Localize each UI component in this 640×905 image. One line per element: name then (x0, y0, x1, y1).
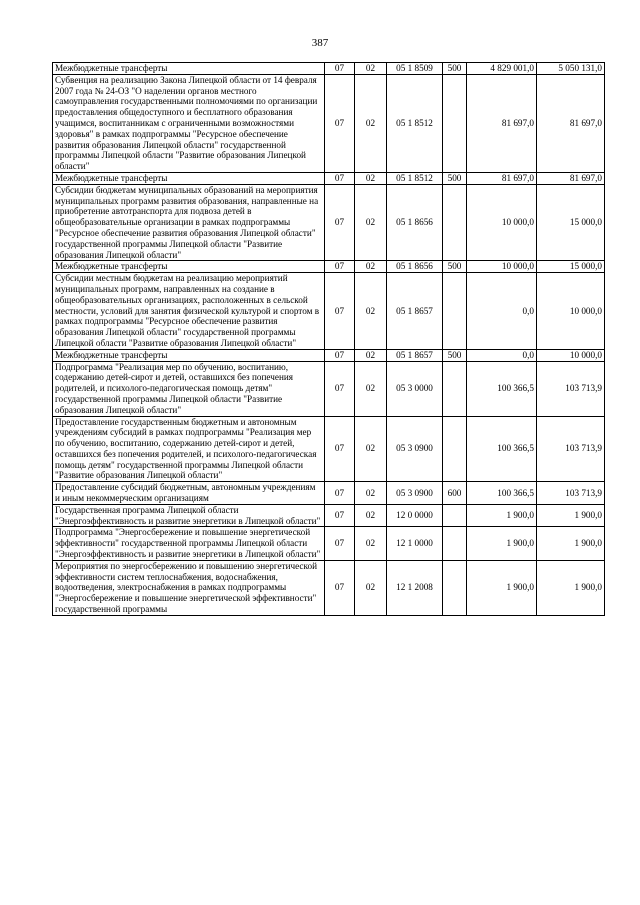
amount-second-year-cell: 81 697,0 (537, 74, 605, 172)
table-row (53, 63, 605, 75)
target-article-cell: 12 0 0000 (387, 504, 443, 527)
page-number: 387 (311, 37, 329, 49)
expense-type-cell: 500 (443, 261, 467, 273)
section-cell: 07 (325, 482, 355, 505)
amount-second-year-cell: 10 000,0 (537, 349, 605, 361)
name-cell: Субвенция на реализацию Закона Липецкой области от 14 февраля 2007 года № 24-ОЗ "О наделении органов местного самоуправления государственными полномочиями по организации предоставления общедоступного и бесплатного образования учащимся, воспитанникам с ограниченными возможностями здоровья" в рамках подпрограммы "Ресурсное обеспечение развития образования Липецкой области" государственной программы Липецкой области "Развитие образования Липецкой области" (53, 74, 325, 172)
amount-first-year-cell: 81 697,0 (467, 172, 537, 184)
table-row (53, 273, 605, 350)
table-body (53, 63, 605, 616)
subsection-cell: 02 (355, 261, 387, 273)
expense-type-cell (443, 504, 467, 527)
expense-type-cell (443, 74, 467, 172)
name-cell: Подпрограмма "Реализация мер по обучению, воспитанию, содержанию детей-сирот и детей, оставшихся без попечения родителей, и психолого-педагогическая помощь детям" государственной программы Липецкой области "Развитие образования Липецкой области" (53, 361, 325, 416)
table-row (53, 482, 605, 505)
subsection-cell: 02 (355, 482, 387, 505)
section-cell: 07 (325, 74, 355, 172)
name-cell: Государственная программа Липецкой области "Энергоэффективность и развитие энергетики в Липецкой области" (53, 504, 325, 527)
section-cell: 07 (325, 172, 355, 184)
target-article-cell: 05 1 8656 (387, 184, 443, 261)
table-row (53, 527, 605, 560)
target-article-cell: 12 1 0000 (387, 527, 443, 560)
section-cell: 07 (325, 261, 355, 273)
name-cell: Субсидии местным бюджетам на реализацию мероприятий муниципальных программ, направленных на создание в общеобразовательных организациях, расположенных в сельской местности, условий для занятия физической культурой и спортом в рамках подпрограммы "Ресурсное обеспечение развития образования Липецкой области" государственной программы Липецкой области "Развитие образования Липецкой области" (53, 273, 325, 350)
amount-second-year-cell: 1 900,0 (537, 560, 605, 615)
amount-first-year-cell: 10 000,0 (467, 261, 537, 273)
table-row (53, 74, 605, 172)
amount-first-year-cell: 1 900,0 (467, 527, 537, 560)
table-row (53, 349, 605, 361)
name-cell: Межбюджетные трансферты (53, 63, 325, 75)
amount-first-year-cell: 1 900,0 (467, 560, 537, 615)
amount-first-year-cell: 100 366,5 (467, 482, 537, 505)
expense-type-cell (443, 361, 467, 416)
name-cell: Предоставление субсидий бюджетным, автономным учреждениям и иным некоммерческим организациям (53, 482, 325, 505)
table-row (53, 416, 605, 482)
table-row (53, 261, 605, 273)
amount-first-year-cell: 4 829 001,0 (467, 63, 537, 75)
table-row (53, 172, 605, 184)
amount-second-year-cell: 5 050 131,0 (537, 63, 605, 75)
expense-type-cell (443, 184, 467, 261)
table-row (53, 560, 605, 615)
amount-second-year-cell: 15 000,0 (537, 261, 605, 273)
target-article-cell: 05 1 8509 (387, 63, 443, 75)
amount-first-year-cell: 81 697,0 (467, 74, 537, 172)
table-row (53, 504, 605, 527)
amount-second-year-cell: 1 900,0 (537, 504, 605, 527)
table-row (53, 361, 605, 416)
amount-first-year-cell: 0,0 (467, 349, 537, 361)
amount-first-year-cell: 10 000,0 (467, 184, 537, 261)
expense-type-cell (443, 273, 467, 350)
expense-type-cell: 500 (443, 172, 467, 184)
section-cell: 07 (325, 273, 355, 350)
target-article-cell: 05 1 8512 (387, 74, 443, 172)
amount-second-year-cell: 103 713,9 (537, 482, 605, 505)
target-article-cell: 12 1 2008 (387, 560, 443, 615)
target-article-cell: 05 3 0900 (387, 416, 443, 482)
subsection-cell: 02 (355, 172, 387, 184)
subsection-cell: 02 (355, 416, 387, 482)
amount-second-year-cell: 81 697,0 (537, 172, 605, 184)
subsection-cell: 02 (355, 504, 387, 527)
section-cell: 07 (325, 361, 355, 416)
amount-first-year-cell: 100 366,5 (467, 361, 537, 416)
amount-first-year-cell: 1 900,0 (467, 504, 537, 527)
expense-type-cell (443, 527, 467, 560)
amount-second-year-cell: 15 000,0 (537, 184, 605, 261)
amount-second-year-cell: 1 900,0 (537, 527, 605, 560)
section-cell: 07 (325, 416, 355, 482)
amount-second-year-cell: 103 713,9 (537, 416, 605, 482)
name-cell: Межбюджетные трансферты (53, 261, 325, 273)
section-cell: 07 (325, 527, 355, 560)
budget-table (52, 62, 605, 616)
subsection-cell: 02 (355, 184, 387, 261)
section-cell: 07 (325, 560, 355, 615)
amount-second-year-cell: 103 713,9 (537, 361, 605, 416)
name-cell: Межбюджетные трансферты (53, 172, 325, 184)
amount-first-year-cell: 0,0 (467, 273, 537, 350)
subsection-cell: 02 (355, 560, 387, 615)
subsection-cell: 02 (355, 63, 387, 75)
subsection-cell: 02 (355, 527, 387, 560)
section-cell: 07 (325, 504, 355, 527)
target-article-cell: 05 3 0000 (387, 361, 443, 416)
name-cell: Подпрограмма "Энергосбережение и повышение энергетической эффективности" государственной программы Липецкой области "Энергоэффективность и развитие энергетики в Липецкой области" (53, 527, 325, 560)
expense-type-cell (443, 416, 467, 482)
amount-second-year-cell: 10 000,0 (537, 273, 605, 350)
name-cell: Межбюджетные трансферты (53, 349, 325, 361)
name-cell: Субсидии бюджетам муниципальных образований на мероприятия муниципальных программ развития образования, направленные на приобретение автотранспорта для подвоза детей в общеобразовательные организации в рамках подпрограммы "Ресурсное обеспечение развития образования Липецкой области" государственной программы Липецкой области "Развитие образования Липецкой области" (53, 184, 325, 261)
section-cell: 07 (325, 184, 355, 261)
target-article-cell: 05 1 8512 (387, 172, 443, 184)
expense-type-cell: 500 (443, 349, 467, 361)
target-article-cell: 05 1 8657 (387, 273, 443, 350)
target-article-cell: 05 1 8657 (387, 349, 443, 361)
name-cell: Предоставление государственным бюджетным и автономным учреждениям субсидий в рамках подпрограммы "Реализация мер по обучению, воспитанию, содержанию детей-сирот и детей, оставшихся без попечения родителей, и психолого-педагогическая помощь детям" государственной программы Липецкой области "Развитие образования Липецкой области" (53, 416, 325, 482)
subsection-cell: 02 (355, 361, 387, 416)
target-article-cell: 05 3 0900 (387, 482, 443, 505)
expense-type-cell (443, 560, 467, 615)
table-row (53, 184, 605, 261)
subsection-cell: 02 (355, 74, 387, 172)
target-article-cell: 05 1 8656 (387, 261, 443, 273)
subsection-cell: 02 (355, 349, 387, 361)
section-cell: 07 (325, 349, 355, 361)
section-cell: 07 (325, 63, 355, 75)
subsection-cell: 02 (355, 273, 387, 350)
amount-first-year-cell: 100 366,5 (467, 416, 537, 482)
expense-type-cell: 600 (443, 482, 467, 505)
expense-type-cell: 500 (443, 63, 467, 75)
name-cell: Мероприятия по энергосбережению и повышению энергетической эффективности систем теплоснабжения, водоснабжения, водоотведения, электроснабжения в рамках подпрограммы "Энергосбережение и повышение энергетической эффективности" государственной программы (53, 560, 325, 615)
